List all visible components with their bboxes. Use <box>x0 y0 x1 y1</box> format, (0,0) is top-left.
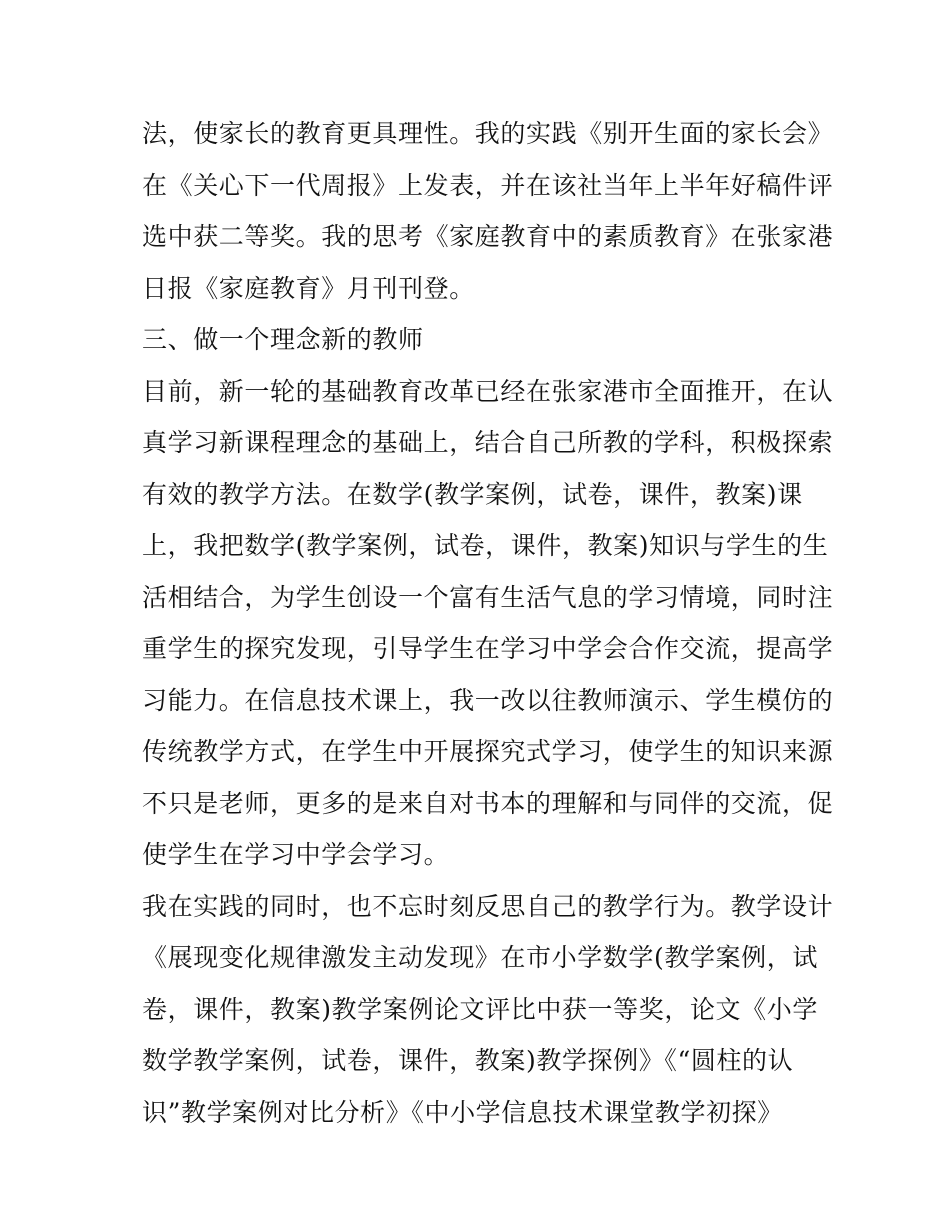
text-line: 卷，课件，教案)教学案例论文评比中获一等奖，论文《小学 <box>142 994 818 1024</box>
text-line: 日报《家庭教育》月刊刊登。 <box>142 273 475 303</box>
text-line: 真学习新课程理念的基础上，结合自己所教的学科，积极探索 <box>142 428 834 457</box>
text-line: 习能力。在信息技术课上，我一改以往教师演示、学生模仿的 <box>142 685 834 715</box>
text-line: 重学生的探究发现，引导学生在学习中学会合作交流，提高学 <box>142 634 834 663</box>
text-line: 数学教学案例，试卷，课件，教案)教学探例》《“圆柱的认 <box>142 1046 794 1075</box>
text-line: 识”教学案例对比分析》《中小学信息技术课堂教学初探》 <box>142 1097 783 1127</box>
text-line: 《展现变化规律激发主动发现》在市小学数学(教学案例，试 <box>142 943 818 972</box>
text-line: 不只是老师，更多的是来自对书本的理解和与同伴的交流，促 <box>142 788 834 818</box>
text-line: 上，我把数学(教学案例，试卷，课件，教案)知识与学生的生 <box>142 531 829 560</box>
section-heading: 三、做一个理念新的教师 <box>142 325 424 354</box>
text-line: 有效的教学方法。在数学(教学案例，试卷，课件，教案)课 <box>142 479 803 509</box>
document-body <box>142 108 834 1138</box>
text-line: 在《关心下一代周报》上发表，并在该社当年上半年好稿件评 <box>142 170 834 200</box>
text-line: 使学生在学习中学会学习。 <box>142 840 450 869</box>
text-line: 目前，新一轮的基础教育改革已经在张家港市全面推开，在认 <box>142 376 834 406</box>
text-line: 选中获二等奖。我的思考《家庭教育中的素质教育》在张家港 <box>142 222 834 251</box>
text-line: 传统教学方式，在学生中开展探究式学习，使学生的知识来源 <box>142 737 834 766</box>
text-line: 活相结合，为学生创设一个富有生活气息的学习情境，同时注 <box>142 582 834 612</box>
text-line: 法，使家长的教育更具理性。我的实践《别开生面的家长会》 <box>142 119 834 148</box>
text-line: 我在实践的同时，也不忘时刻反思自己的教学行为。教学设计 <box>142 891 834 921</box>
